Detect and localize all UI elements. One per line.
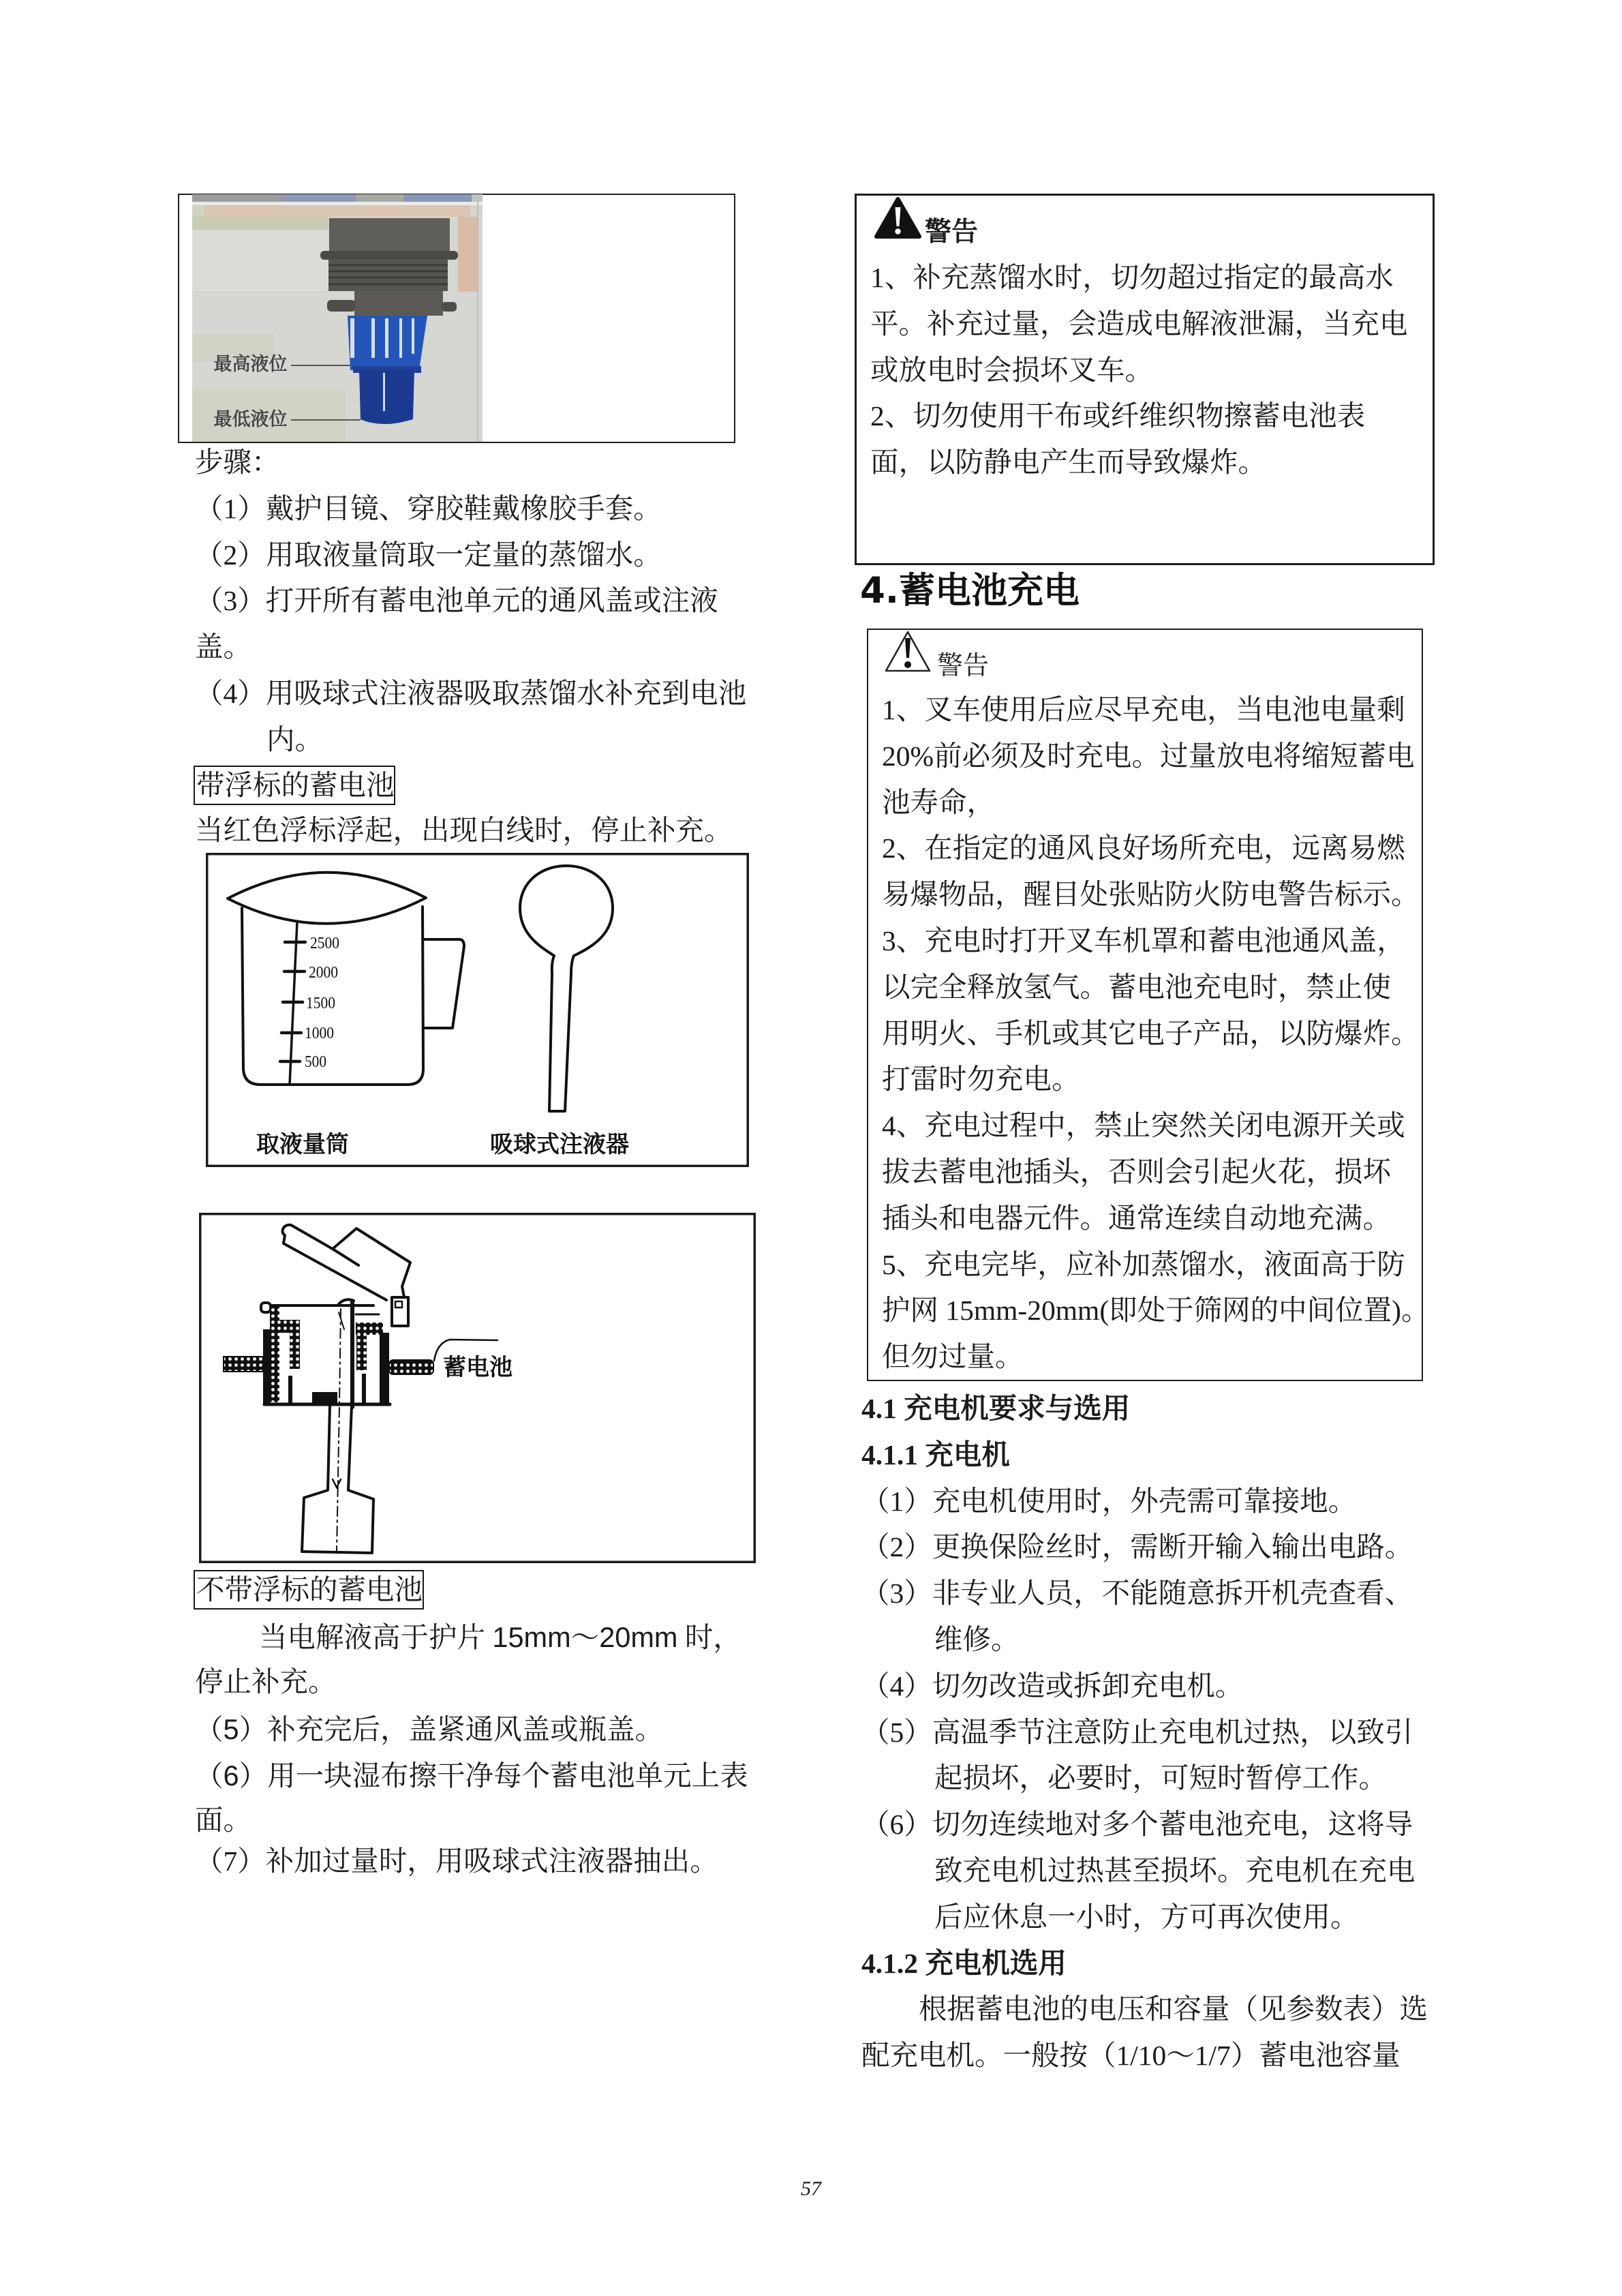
warning-line: 4、充电过程中，禁止突然关闭电源开关或 xyxy=(882,1110,1405,1142)
electrolyte-height-value: 15mm～20mm xyxy=(492,1621,678,1653)
scale-mark: 1500 xyxy=(306,995,335,1012)
step-text: 补充完后，盖紧通风盖或瓶盖。 xyxy=(267,1714,664,1745)
warning-line: 面，以防静电产生而导致爆炸。 xyxy=(870,447,1267,479)
step-text: 用吸球式注液器吸取蒸馏水补充到电池 xyxy=(265,677,747,709)
item-text: 高温季节注意防止充电机过热，以致引 xyxy=(932,1716,1413,1748)
step-number: （5） xyxy=(195,1713,268,1745)
warning-line: 5、充电完毕，应补加蒸馏水，液面高于防 xyxy=(882,1248,1405,1280)
charger-section xyxy=(861,1386,1428,2079)
step-text: 打开所有蓄电池单元的通风盖或注液 xyxy=(265,585,718,617)
steps-title: 步骤： xyxy=(195,447,280,478)
item-continuation: 后应休息一小时，方可再次使用。 xyxy=(934,1901,1359,1933)
subsection-title-4-1: 4.1 充电机要求与选用 xyxy=(861,1393,1131,1424)
step-item xyxy=(195,486,746,532)
warning-outline-triangle-icon xyxy=(883,629,932,674)
charger-item xyxy=(861,1663,1428,1710)
subsection-title-4-1-1: 4.1.1 充电机 xyxy=(861,1438,1010,1470)
warning-line: 易爆物品，醒目处张贴防火防电警告标示。 xyxy=(882,879,1420,911)
paragraph-line: 配充电机。一般按（1/10～1/7）蓄电池容量 xyxy=(861,2040,1401,2072)
warning-line: 或放电时会损坏叉车。 xyxy=(870,354,1154,386)
warning-box-charging xyxy=(867,629,1430,1381)
item-text: 切勿改造或拆卸充电机。 xyxy=(932,1670,1244,1702)
warning-line: 2、切勿使用干布或纤维织物擦蓄电池表 xyxy=(870,400,1366,432)
item-number: （4） xyxy=(861,1670,932,1702)
item-continuation: 起损坏，必要时，可短时暂停工作。 xyxy=(934,1762,1388,1794)
item-number: （1） xyxy=(861,1485,932,1517)
subsection-title-4-1-2: 4.1.2 充电机选用 xyxy=(861,1947,1067,1979)
warning-lines xyxy=(870,255,1408,486)
item-number: （3） xyxy=(861,1577,932,1610)
warning-box-distilled-water xyxy=(855,194,1435,565)
instruction-text: 时， xyxy=(677,1622,741,1653)
charger-item xyxy=(861,1710,1428,1756)
step-item xyxy=(195,578,746,624)
charger-item xyxy=(861,1571,1428,1617)
charger-item xyxy=(861,1802,1428,1848)
item-continuation: 致充电机过热甚至损坏。充电机在充电 xyxy=(934,1854,1416,1886)
scale-mark: 500 xyxy=(305,1053,326,1071)
step-item xyxy=(195,1839,718,1885)
item-text: 充电机使用时，外壳需可靠接地。 xyxy=(932,1485,1357,1517)
scale-mark: 1000 xyxy=(305,1025,334,1042)
section-heading: 4.蓄电池充电 xyxy=(860,570,1080,611)
charger-item xyxy=(861,1479,1428,1525)
warning-title: 警告 xyxy=(937,652,990,680)
steps-section xyxy=(195,440,746,764)
warning-line: 平。补充过量，会造成电解液泄漏，当充电 xyxy=(870,307,1408,339)
item-text: 非专业人员，不能随意拆开机壳查看、 xyxy=(932,1577,1413,1610)
warning-line: 打雷时勿充电。 xyxy=(882,1063,1080,1096)
vent-plug-photo xyxy=(192,194,483,442)
page-number: 57 xyxy=(801,2177,821,2200)
step-number: （2） xyxy=(195,539,266,571)
warning-line: 1、补充蒸馏水时，切勿超过指定的最高水 xyxy=(870,262,1394,293)
warning-line: 拔去蓄电池插头，否则会引起火花，损坏 xyxy=(882,1155,1392,1188)
measuring-tools-diagram xyxy=(206,853,749,1167)
item-text: 更换保险丝时，需断开输入输出电路。 xyxy=(932,1531,1413,1563)
item-continuation: 维修。 xyxy=(934,1623,1020,1655)
step-number: （4） xyxy=(195,677,266,709)
step-item xyxy=(195,532,746,579)
non-float-battery-instruction xyxy=(259,1614,741,1661)
min-level-label: 最低液位 xyxy=(213,408,288,429)
battery-label: 蓄电池 xyxy=(443,1355,512,1380)
step-continuation: 内。 xyxy=(266,723,324,755)
item-text: 切勿连续地对多个蓄电池充电，这将导 xyxy=(932,1809,1413,1841)
step-item xyxy=(195,671,746,717)
scale-mark: 2000 xyxy=(309,964,338,982)
step-number: （3） xyxy=(195,585,266,617)
instruction-text: 当电解液高于护片 xyxy=(259,1622,493,1653)
warning-line: 1、叉车使用后应尽早充电，当电池电量剩 xyxy=(882,694,1405,725)
vent-plug-photo-image xyxy=(192,194,483,442)
warning-filled-triangle-icon xyxy=(874,196,922,240)
vent-plug-cross-section-diagram xyxy=(199,1213,756,1563)
warning-title: 警告 xyxy=(925,217,979,247)
vent-plug-photo-figure xyxy=(178,194,735,443)
warning-line: 用明火、手机或其它电子产品，以防爆炸。 xyxy=(882,1017,1420,1049)
warning-line: 插头和电器元件。通常连续自动地充满。 xyxy=(882,1202,1392,1234)
warning-line: 2、在指定的通风良好场所充电，远离易燃 xyxy=(882,832,1405,864)
scale-mark: 2500 xyxy=(310,935,339,952)
cylinder-label: 取液量筒 xyxy=(256,1132,349,1158)
warning-line: 20%前必须及时充电。过量放电将缩短蓄电 xyxy=(882,740,1415,772)
step-number: （7） xyxy=(195,1845,266,1877)
step-text: 用取液量筒取一定量的蒸馏水。 xyxy=(265,539,662,571)
step-number: （1） xyxy=(195,492,266,524)
step-text: 补加过量时，用吸球式注液器抽出。 xyxy=(265,1845,718,1877)
non-float-battery-instruction-cont: 停止补充。 xyxy=(195,1666,337,1697)
item-number: （2） xyxy=(861,1531,932,1563)
step-number: （6） xyxy=(195,1759,268,1792)
warning-line: 护网 15mm-20mm(即处于筛网的中间位置)。 xyxy=(882,1295,1430,1327)
warning-line: 以完全释放氢气。蓄电池充电时，禁止使 xyxy=(882,971,1392,1003)
item-number: （6） xyxy=(861,1809,932,1841)
charger-item xyxy=(861,1524,1428,1571)
step-item xyxy=(195,1753,748,1799)
max-level-label: 最高液位 xyxy=(213,353,288,374)
float-battery-instruction: 当红色浮标浮起，出现白线时，停止补充。 xyxy=(195,815,733,846)
step-text: 用一块湿布擦干净每个蓄电池单元上表 xyxy=(267,1760,748,1792)
warning-line: 池寿命， xyxy=(882,786,996,818)
step-continuation: 盖。 xyxy=(195,631,252,663)
step-text: 戴护目镜、穿胶鞋戴橡胶手套。 xyxy=(265,492,662,524)
item-number: （5） xyxy=(861,1716,932,1748)
syringe-label: 吸球式注液器 xyxy=(490,1132,629,1158)
float-battery-label: 带浮标的蓄电池 xyxy=(194,766,395,805)
step-item xyxy=(195,1706,663,1753)
paragraph-line: 根据蓄电池的电压和容量（见参数表）选 xyxy=(919,1993,1428,2025)
warning-line: 3、充电时打开叉车机罩和蓄电池通风盖， xyxy=(882,924,1405,956)
step-continuation: 面。 xyxy=(195,1804,252,1836)
warning-line: 但勿过量。 xyxy=(882,1341,1024,1373)
non-float-battery-label: 不带浮标的蓄电池 xyxy=(194,1570,424,1610)
warning-lines xyxy=(882,687,1429,1380)
